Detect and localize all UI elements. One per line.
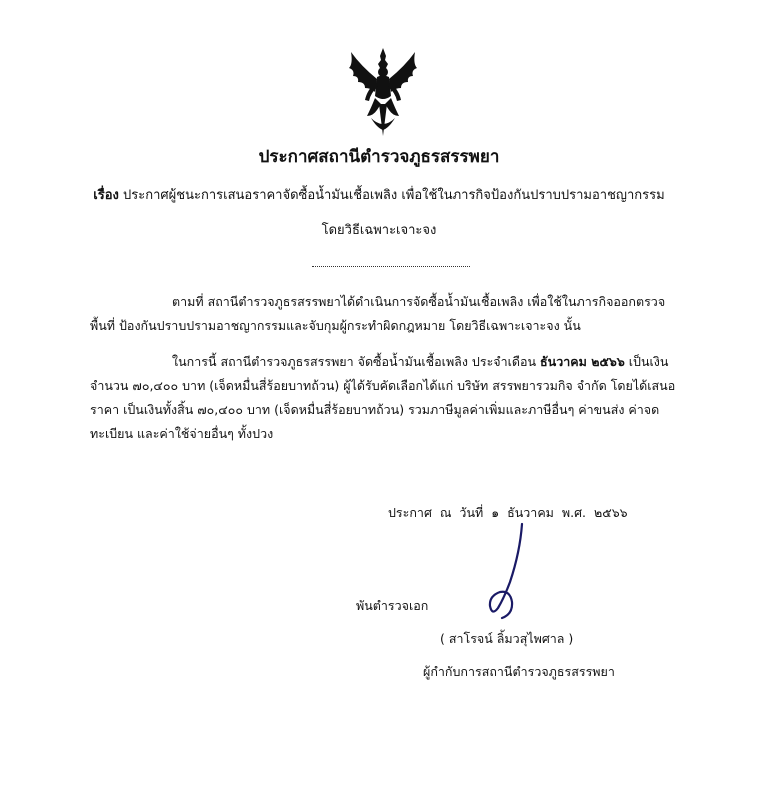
- signer-rank: พันตำรวจเอก: [356, 598, 429, 613]
- announcement-date: ประกาศ ณ วันที่ ๑ ธันวาคม พ.ศ. ๒๕๖๖: [388, 505, 628, 520]
- paragraph-2-line-1-pre: ในการนี้ สถานีตำรวจภูธรสรรพยา จัดซื้อน้ำมันเชื้อเพลิง ประจำเดือน: [172, 354, 537, 369]
- paragraph-2-line-2: จำนวน ๗๐,๔๐๐ บาท (เจ็ดหมื่นสี่ร้อยบาทถ้วน) ผู้ได้รับคัดเลือกได้แก่ บริษัท สรรพยารวมกิจ จำกัด โดยได้เสนอ: [90, 378, 676, 393]
- garuda-emblem-icon: [341, 46, 425, 138]
- paragraph-1: [90, 290, 690, 338]
- page-title: ประกาศสถานีตำรวจภูธรสรรพยา: [258, 147, 500, 167]
- signer-name: ( สาโรจน์ ลิ้มวสุไพศาล ): [440, 631, 574, 646]
- subject-line: [0, 184, 758, 205]
- signer-position: ผู้กำกับการสถานีตำรวจภูธรสรรพยา: [423, 664, 615, 679]
- subject-label: เรื่อง: [93, 188, 119, 203]
- dotted-divider: [312, 266, 470, 267]
- paragraph-2-line-1-post: เป็นเงิน: [628, 354, 669, 369]
- paragraph-2: [90, 350, 690, 446]
- paragraph-1-line-1: ตามที่ สถานีตำรวจภูธรสรรพยาได้ดำเนินการจัดซื้อน้ำมันเชื้อเพลิง เพื่อใช้ในภารกิจออกตรวจ: [172, 294, 666, 309]
- subject-text: ประกาศผู้ชนะการเสนอราคาจัดซื้อน้ำมันเชื้อเพลิง เพื่อใช้ในภารกิจป้องกันปราบปรามอาชญากรรม: [123, 188, 665, 203]
- subject-line-2: โดยวิธีเฉพาะเจาะจง: [321, 223, 437, 238]
- paragraph-1-line-2: พื้นที่ ป้องกันปราบปรามอาชญากรรมและจับกุมผู้กระทำผิดกฎหมาย โดยวิธีเฉพาะเจาะจง นั้น: [90, 318, 581, 333]
- paragraph-2-month: ธันวาคม ๒๕๖๖: [540, 354, 625, 369]
- signature-image: [470, 522, 530, 622]
- paragraph-2-line-4: ทะเบียน และค่าใช้จ่ายอื่นๆ ทั้งปวง: [90, 426, 274, 441]
- paragraph-2-line-1: [90, 350, 690, 374]
- paragraph-2-line-3: ราคา เป็นเงินทั้งสิ้น ๗๐,๔๐๐ บาท (เจ็ดหมื่นสี่ร้อยบาทถ้วน) รวมภาษีมูลค่าเพิ่มและภาษีอื่นๆ ค่าขนส่ง ค่าจด: [90, 402, 660, 417]
